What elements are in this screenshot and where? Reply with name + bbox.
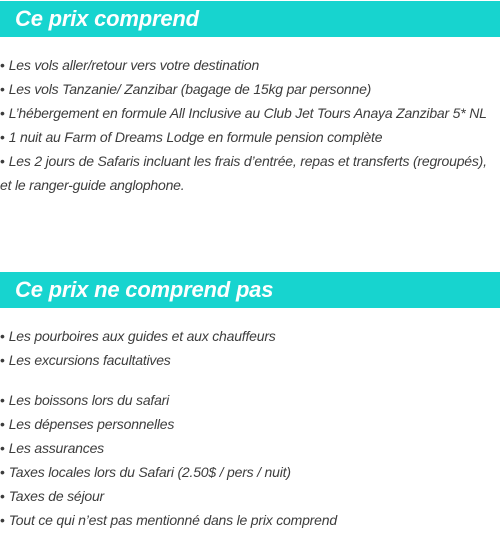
bullet-icon: • [0,328,5,344]
list-item [0,508,500,532]
bullet-icon: • [0,512,5,528]
bullet-icon: • [0,57,5,73]
list-item [0,484,500,508]
excludes-list-secondary [0,388,500,532]
list-item-text: Taxes locales lors du Safari (2.50$ / pers / nuit) [8,464,291,480]
bullet-icon: • [0,129,5,145]
list-item [0,77,500,101]
list-item-text: Les assurances [8,440,104,456]
list-item-text: Les vols Tanzanie/ Zanzibar (bagage de 15kg par personne) [8,81,372,97]
includes-section-title: Ce prix comprend [0,1,500,37]
includes-list [0,53,500,197]
bullet-icon: • [0,81,5,97]
list-item-text: 1 nuit au Farm of Dreams Lodge en formule pension complète [8,129,383,145]
list-item-text: Les pourboires aux guides et aux chauffeurs [8,328,276,344]
list-item-text: Les boissons lors du safari [8,392,170,408]
list-item-text: Les dépenses personnelles [8,416,175,432]
list-item-text: Les excursions facultatives [8,352,171,368]
bullet-icon: • [0,352,5,368]
bullet-icon: • [0,488,5,504]
bullet-icon: • [0,416,5,432]
list-item [0,53,500,77]
excludes-section-title: Ce prix ne comprend pas [0,272,500,308]
list-item [0,412,500,436]
list-item-text: Les vols aller/retour vers votre destination [8,57,260,73]
bullet-icon: • [0,153,5,169]
list-item [0,388,500,412]
list-item [0,460,500,484]
list-item [0,436,500,460]
list-item [0,324,500,348]
list-item-text: Les 2 jours de Safaris incluant les frais d’entrée, repas et transferts (regroupés), et le ranger-guide anglophone. [0,153,487,193]
excludes-list-primary [0,324,500,372]
list-item [0,348,500,372]
bullet-icon: • [0,440,5,456]
list-item [0,149,500,197]
bullet-icon: • [0,392,5,408]
bullet-icon: • [0,464,5,480]
list-item-text: L’hébergement en formule All Inclusive au Club Jet Tours Anaya Zanzibar 5* NL [8,105,487,121]
bullet-icon: • [0,105,5,121]
list-item-text: Taxes de séjour [8,488,105,504]
list-item [0,101,500,125]
list-item [0,125,500,149]
list-item-text: Tout ce qui n’est pas mentionné dans le prix comprend [8,512,337,528]
